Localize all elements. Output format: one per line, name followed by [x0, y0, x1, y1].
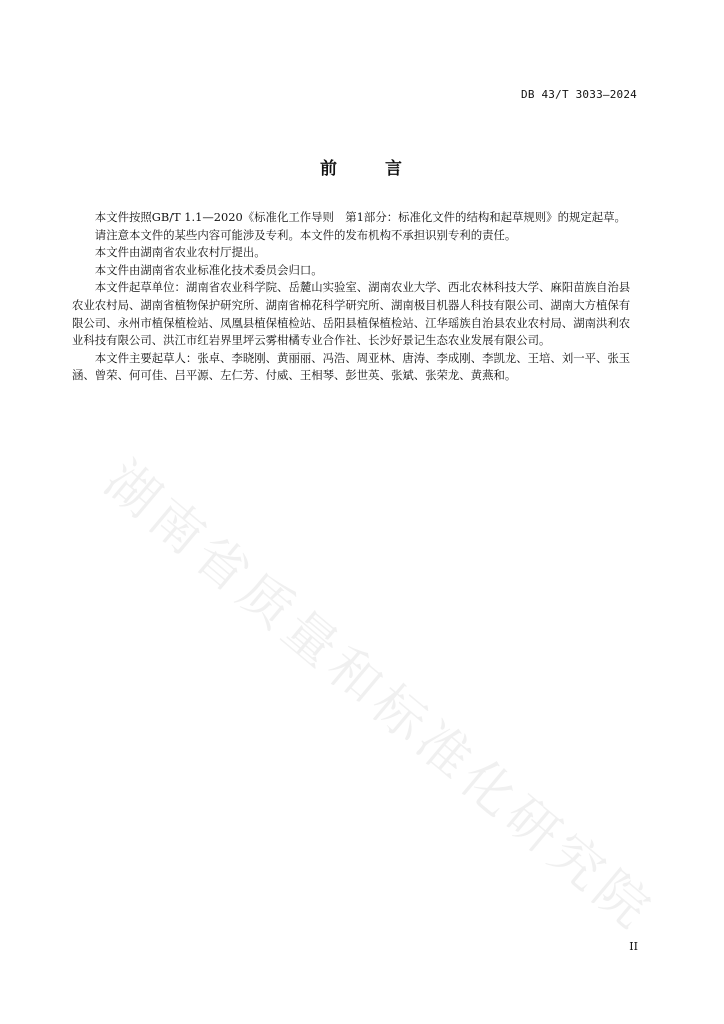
preface-body — [72, 209, 640, 385]
paragraph-proposer: 本文件由湖南省农业农村厅提出。 — [94, 245, 266, 260]
paragraph-centralized: 本文件由湖南省农业标准化技术委员会归口。 — [94, 262, 323, 277]
paragraph-drafting-units: 本文件起草单位：湖南省农业科学院、岳麓山实验室、湖南农业大学、西北农林科技大学、麻阳苗族自治县农业农村局、湖南省植物保护研究所、湖南省棉花科学研究所、湖南极目机器人科技有限公司、湖南大方植保有限公司、永州市植保植检站、凤凰县植保植检站、岳阳县植保植检站、江华瑶族自治县农业农村局、湖南洪利农业科技有限公司、洪江市红岩界里坪云雾柑橘专业合作社、长沙好景记生态农业发展有限公司。 — [72, 280, 631, 348]
page-title — [0, 154, 724, 179]
watermark: 湖南省质量和标准化研究院 — [93, 449, 665, 944]
paragraph-drafting-rule: 本文件按照GB/T 1.1—2020《标准化工作导则 第1部分：标准化文件的结构和起草规则》的规定起草。 — [94, 210, 626, 224]
page-number: II — [629, 940, 638, 953]
title-char-1: 前 — [320, 159, 339, 179]
document-code: DB 43/T 3033—2024 — [521, 88, 637, 101]
paragraph-drafters: 本文件主要起草人：张卓、李晓刚、黄丽丽、冯浩、周亚林、唐涛、李成刚、李凯龙、王培、刘一平、张玉涵、曾荣、何可佳、吕平源、左仁芳、付威、王相琴、彭世英、张斌、张荣龙、黄燕和。 — [72, 350, 631, 383]
title-char-2: 言 — [385, 159, 404, 179]
paragraph-patent-notice: 请注意本文件的某些内容可能涉及专利。本文件的发布机构不承担识别专利的责任。 — [94, 227, 517, 242]
